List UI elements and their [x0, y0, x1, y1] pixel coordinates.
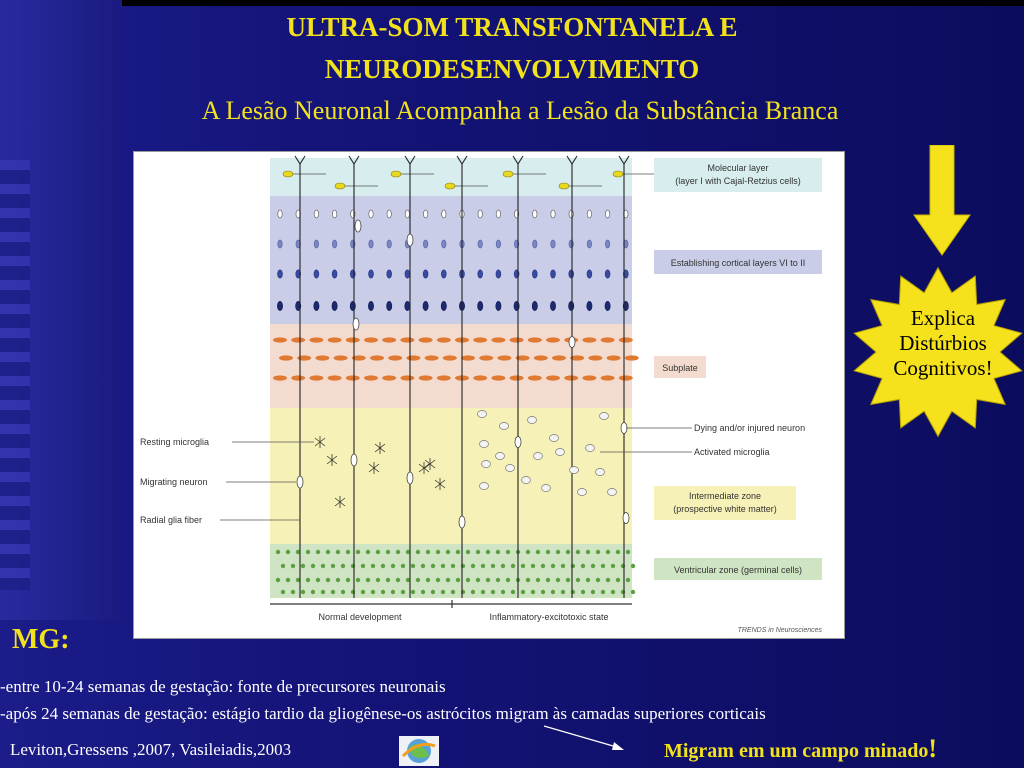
starburst-text: Explica Distúrbios Cognitivos! [893, 306, 993, 380]
svg-text:(prospective white matter): (prospective white matter) [673, 504, 777, 514]
label-cortical-layers [654, 250, 822, 274]
label-molecular-layer [654, 158, 822, 192]
reference-text: Leviton,Gressens ,2007, Vasileiadis,2003 [10, 740, 292, 759]
label-resting-microglia: Resting microglia [140, 437, 210, 447]
slide-title-line2: NEURODESENVOLVIMENTO [324, 54, 700, 84]
label-activated-microglia: Activated microglia [694, 447, 770, 457]
sidebar-stripes [0, 160, 30, 590]
figure-credit: TRENDS in Neurosciences [737, 627, 822, 634]
svg-text:Molecular layer: Molecular layer [707, 163, 769, 173]
mg-heading: MG: [12, 624, 70, 655]
bullet-1: -entre 10-24 semanas de gestação: fonte de precursores neuronais [0, 677, 446, 696]
svg-text:Subplate: Subplate [662, 363, 698, 373]
band-intermediate [270, 408, 632, 544]
svg-text:(layer I with Cajal-Retzius ce: (layer I with Cajal-Retzius cells) [675, 176, 801, 186]
band-molecular [270, 158, 632, 196]
globe-icon [399, 736, 439, 766]
cortex-development-figure [133, 151, 845, 639]
slide-subtitle: A Lesão Neuronal Acompanha a Lesão da Substância Branca [201, 96, 839, 125]
label-intermediate-zone [654, 486, 796, 520]
label-dying-neuron: Dying and/or injured neuron [694, 423, 806, 433]
band-cortical [270, 196, 632, 324]
label-radial-glia: Radial glia fiber [140, 515, 203, 525]
top-bar [0, 0, 1024, 6]
conclusion-text: Migram em um campo minado! [664, 734, 938, 763]
pointer-arrow-icon [540, 722, 630, 756]
label-migrating-neuron: Migrating neuron [140, 477, 208, 487]
caption-inflammatory: Inflammatory-excitotoxic state [489, 612, 609, 622]
svg-text:Establishing cortical layers V: Establishing cortical layers VI to II [670, 258, 806, 268]
band-subplate [270, 324, 632, 408]
bullet-2: -após 24 semanas de gestação: estágio tardio da gliogênese-os astrócitos migram às camadas superiores corticais [0, 704, 766, 723]
svg-text:Intermediate zone: Intermediate zone [688, 491, 762, 501]
slide-title-line1: ULTRA-SOM TRANSFONTANELA E [286, 12, 738, 42]
label-ventricular-zone [654, 558, 822, 580]
down-arrow-icon [912, 145, 972, 257]
label-subplate [654, 356, 706, 378]
caption-normal: Normal development [318, 612, 402, 622]
svg-text:Ventricular zone (germinal cel: Ventricular zone (germinal cells) [673, 565, 803, 575]
